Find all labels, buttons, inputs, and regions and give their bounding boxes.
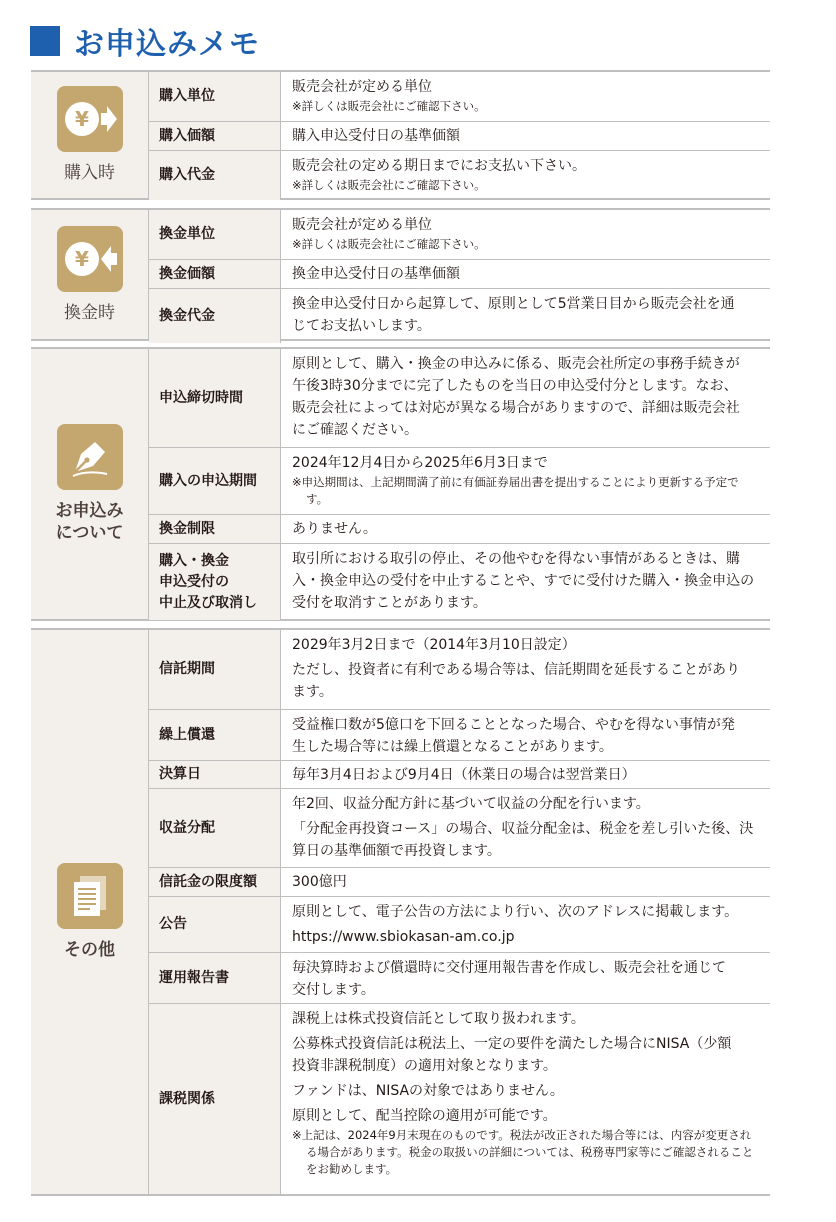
content-line: 毎年3月4日および9月4日（休業日の場合は翌営業日） <box>292 767 636 783</box>
row-application-limit <box>149 514 770 543</box>
category-label <box>56 500 124 544</box>
row-label-line: 中止及び取消し <box>159 594 257 611</box>
row-content <box>281 953 770 1003</box>
content-line: 生した場合等には繰上償還となることがあります。 <box>292 739 613 755</box>
row-content <box>281 289 770 343</box>
content-line: じてお支払いします。 <box>292 318 431 334</box>
row-content <box>281 210 770 259</box>
row-label: 購入単位 <box>149 72 281 121</box>
content-line: 午後3時30分までに完了したものを当日の申込受付分とします。なお、 <box>292 378 738 394</box>
content-line: 受付を取消すことがあります。 <box>292 595 487 611</box>
section-purchase <box>31 70 770 200</box>
svg-text:¥: ¥ <box>74 246 89 271</box>
svg-text:¥: ¥ <box>74 107 89 131</box>
content-line: 2024年12月4日から2025年6月3日まで <box>292 455 548 471</box>
row-other-early <box>149 709 770 760</box>
content-line: 毎決算時および償還時に交付運用報告書を作成し、販売会社を通じて <box>292 960 726 976</box>
content-line: 年2回、収益分配方針に基づいて収益の分配を行います。 <box>292 796 650 812</box>
content-line: 300億円 <box>292 874 347 890</box>
row-application-period <box>149 447 770 514</box>
row-content <box>281 151 770 200</box>
row-label: 信託金の限度額 <box>149 868 281 896</box>
row-content <box>281 710 770 760</box>
content-note: ※申込期間は、上記期間満了前に有価証券届出書を提出することにより更新する予定です。 <box>292 475 739 506</box>
content-line: 算日の基準価額で再投資します。 <box>292 843 501 859</box>
page-heading <box>30 22 260 60</box>
row-content <box>281 349 770 447</box>
content-line: 「分配金再投資コース」の場合、収益分配金は、税金を差し引いた後、決 <box>292 821 754 837</box>
category-other <box>31 630 149 1194</box>
row-application-cutoff <box>149 349 770 447</box>
row-other-cap <box>149 867 770 896</box>
category-application <box>31 349 149 619</box>
category-label: その他 <box>64 940 115 960</box>
content-line: ただし、投資者に有利である場合等は、信託期間を延長することがあり <box>292 662 740 678</box>
row-content <box>281 630 770 709</box>
row-other-distribution <box>149 788 770 867</box>
row-content <box>281 1004 770 1194</box>
row-label: 購入の申込期間 <box>149 448 281 514</box>
content-line: 取引所における取引の停止、その他やむを得ない事情があるときは、購 <box>292 551 740 567</box>
content-line: 換金申込受付日の基準価額 <box>292 266 460 282</box>
row-content <box>281 515 770 543</box>
content-line: 原則として、購入・換金の申込みに係る、販売会社所定の事務手続きが <box>292 356 740 372</box>
row-label-line: 申込受付の <box>159 573 229 590</box>
row-label: 換金制限 <box>149 515 281 543</box>
content-line: 販売会社によっては対応が異なる場合がありますので、詳細は販売会社 <box>292 400 740 416</box>
content-line: 販売会社の定める期日までにお支払い下さい。 <box>292 158 586 174</box>
row-other-report <box>149 952 770 1003</box>
content-note: ※上記は、2024年9月末現在のものです。税法が改正された場合等には、内容が変更される場合があります。税金の取扱いの詳細については、税務専門家等にご確認されることをお勧めします。 <box>292 1128 754 1176</box>
row-purchase-unit <box>149 72 770 121</box>
content-line: 換金申込受付日から起算して、原則として5営業日目から販売会社を通 <box>292 296 735 312</box>
heading-square-icon <box>30 26 60 56</box>
row-label: 運用報告書 <box>149 953 281 1003</box>
row-label: 公告 <box>149 897 281 952</box>
row-content <box>281 868 770 896</box>
row-label: 購入価額 <box>149 122 281 150</box>
row-label: 繰上償還 <box>149 710 281 760</box>
content-line: 入・換金申込の受付を中止することや、すでに受付けた購入・換金申込の <box>292 573 755 589</box>
row-label: 換金単位 <box>149 210 281 259</box>
content-line: 交付します。 <box>292 982 375 998</box>
yen-arrow-left-icon <box>57 226 123 292</box>
content-line: 投資非課税制度）の適用対象となります。 <box>292 1058 557 1074</box>
row-redemption-price <box>149 259 770 288</box>
row-label-line: 購入・換金 <box>159 552 229 569</box>
row-label: 申込締切時間 <box>149 349 281 447</box>
row-label: 決算日 <box>149 761 281 788</box>
content-line: ファンドは、NISAの対象ではありません。 <box>292 1083 564 1099</box>
section-redemption <box>31 208 770 341</box>
row-label: 換金価額 <box>149 260 281 288</box>
row-redemption-payment <box>149 288 770 343</box>
row-content <box>281 897 770 952</box>
row-label: 収益分配 <box>149 789 281 867</box>
content-line: 受益権口数が5億口を下回ることとなった場合、やむを得ない事情が発 <box>292 717 735 733</box>
row-purchase-price <box>149 121 770 150</box>
row-label: 購入代金 <box>149 151 281 200</box>
content-line: 販売会社が定める単位 <box>292 217 432 233</box>
row-content <box>281 789 770 867</box>
row-purchase-payment <box>149 150 770 200</box>
content-note: ※詳しくは販売会社にご確認下さい。 <box>292 99 486 113</box>
row-content <box>281 122 770 150</box>
content-line: 原則として、配当控除の適用が可能です。 <box>292 1108 557 1124</box>
category-redemption <box>31 210 149 339</box>
row-redemption-unit <box>149 210 770 259</box>
notice-url-link[interactable]: https://www.sbiokasan-am.co.jp <box>292 929 515 945</box>
content-line: 課税上は株式投資信託として取り扱われます。 <box>292 1011 585 1027</box>
section-application <box>31 347 770 621</box>
content-line: 販売会社が定める単位 <box>292 79 432 95</box>
content-line: ありません。 <box>292 521 377 537</box>
row-content <box>281 761 770 788</box>
category-label: 購入時 <box>64 163 115 183</box>
document-icon <box>57 863 123 929</box>
row-label: 信託期間 <box>149 630 281 709</box>
content-note: ※詳しくは販売会社にご確認下さい。 <box>292 237 486 251</box>
row-label <box>149 544 281 620</box>
page-title: お申込みメモ <box>74 27 260 62</box>
category-label-line: お申込み <box>55 501 124 521</box>
content-line: ます。 <box>292 684 333 700</box>
content-line: にご確認ください。 <box>292 422 418 438</box>
row-content <box>281 448 770 514</box>
category-purchase <box>31 72 149 198</box>
content-note: ※詳しくは販売会社にご確認下さい。 <box>292 178 486 192</box>
row-other-settlement <box>149 760 770 788</box>
row-label: 換金代金 <box>149 289 281 343</box>
row-content <box>281 72 770 121</box>
row-content <box>281 544 770 620</box>
content-line: 原則として、電子公告の方法により行い、次のアドレスに掲載します。 <box>292 904 739 920</box>
category-label-line: について <box>55 523 124 543</box>
content-line: 2029年3月2日まで（2014年3月10日設定） <box>292 637 576 653</box>
content-line: 購入申込受付日の基準価額 <box>292 128 460 144</box>
section-other <box>31 628 770 1196</box>
row-other-term <box>149 630 770 709</box>
category-label: 換金時 <box>64 302 115 323</box>
row-application-suspension <box>149 543 770 620</box>
yen-arrow-right-icon <box>57 86 123 152</box>
row-other-notice <box>149 896 770 952</box>
content-line: 公募株式投資信託は税法上、一定の要件を満たした場合にNISA（少額 <box>292 1036 732 1052</box>
row-other-tax <box>149 1003 770 1194</box>
row-content <box>281 260 770 288</box>
pen-nib-icon <box>57 424 123 490</box>
row-label: 課税関係 <box>149 1004 281 1194</box>
